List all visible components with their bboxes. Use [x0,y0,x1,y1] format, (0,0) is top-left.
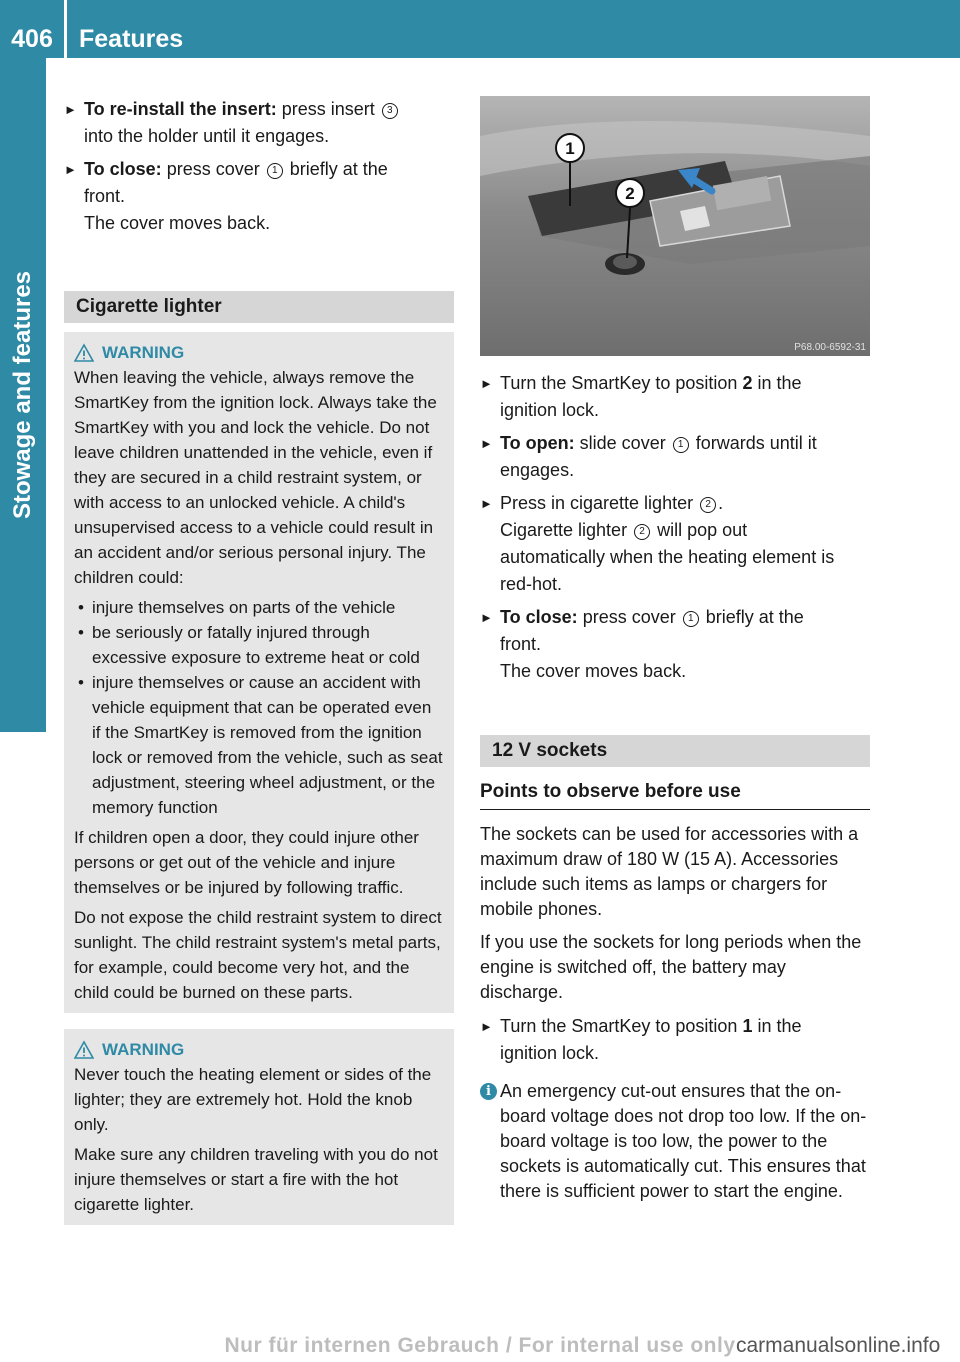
step-arrow-icon: ► [480,610,493,625]
warning-title: WARNING [74,340,444,365]
step-arrow-icon: ► [64,162,77,177]
warning-text: Never touch the heating element or sides of the lighter; they are extremely hot. Hold the knob only. [74,1065,432,1134]
step-arrow-icon: ► [480,436,493,451]
list-item: • injure themselves on parts of the vehicle [78,598,396,617]
step-arrow-icon: ► [64,102,77,117]
list-item: • be seriously or fatally injured through excessive exposure to extreme heat or cold [78,623,420,667]
figure-callout-2: 2 [625,184,635,203]
console-illustration [480,96,870,356]
body-paragraph: If you use the sockets for long periods when the engine is switched off, the battery may discharge. [480,932,862,1002]
callout-2-icon: 2 [634,524,650,540]
step-turn-key-2: ► Turn the SmartKey to position 2 in the ignition lock. [480,370,870,424]
list-item: • injure themselves or cause an accident with vehicle equipment that can be operated even if the SmartKey is removed from the ignition lock or removed from the vehicle, such as seat adjustment, steering wheel adjustment, or the memory function [78,673,443,817]
step-close-cover: ► To close: press cover 1 briefly at the front. The cover moves back. [64,156,454,237]
header-divider [64,0,67,58]
footer-watermark: Nur für internen Gebrauch / For internal use only [224,1334,736,1357]
callout-1-icon: 1 [683,611,699,627]
page-title: Features [79,25,184,53]
left-column [64,96,454,1225]
info-icon: i [480,1083,497,1100]
callout-1-icon: 1 [267,163,283,179]
figure-callout-1: 1 [565,139,575,158]
warning-box-1 [64,332,454,1013]
page-number: 406 [11,25,53,53]
figure-code: P68.00-6592-31 [794,342,866,353]
step-open-cover: ► To open: slide cover 1 forwards until it engages. [480,430,870,484]
side-tab-label: Stowage and features [9,270,36,520]
step-arrow-icon: ► [480,376,493,391]
warning-text: If children open a door, they could injure other persons or get out of the vehicle and injure themselves or be injured by following traffic. [74,828,419,897]
step-reinstall-insert: ► To re-install the insert: press insert 3 into the holder until it engages. [64,96,454,150]
step-close-cover-right: ► To close: press cover 1 briefly at the front. The cover moves back. [480,604,870,685]
callout-2-icon: 2 [700,497,716,513]
step-press-lighter: ► Press in cigarette lighter 2 . Cigarette lighter 2 will pop out automatically when the heating element is red-hot. [480,490,870,598]
warning-text: Do not expose the child restraint system to direct sunlight. The child restraint system's metal parts, for example, could become very hot, and the child could be burned on these parts. [74,908,442,1002]
body-paragraph: The sockets can be used for accessories with a maximum draw of 180 W (15 A). Accessories include such items as lamps or chargers for mobile phones. [480,824,859,919]
right-column [480,96,870,1204]
warning-triangle-icon [74,343,94,363]
step-arrow-icon: ► [480,1019,493,1034]
callout-3-icon: 3 [382,103,398,119]
warning-triangle-icon [74,1040,94,1060]
footer-site: carmanualsonline.info [736,1334,941,1357]
cigarette-lighter-figure [480,96,870,356]
section-12v-sockets: 12 V sockets [480,735,870,767]
subheading-points-to-observe: Points to observe before use [480,781,870,810]
side-tab[interactable] [0,58,46,732]
warning-title: WARNING [74,1037,444,1062]
info-note: i An emergency cut-out ensures that the on-board voltage does not drop too low. If the on-board voltage is too low, the power to the sockets is automatically cut. This ensures that there is sufficient power to start the engine. [480,1079,870,1204]
step-arrow-icon: ► [480,496,493,511]
callout-1-icon: 1 [673,437,689,453]
warning-text: When leaving the vehicle, always remove the SmartKey from the ignition lock. Always take the SmartKey with you and lock the vehicle. Do not leave children unattended in the vehicle, even if they are secured in a child restraint system, or with access to an unlocked vehicle. A child's unsupervised access to a vehicle could result in an accident and/or serious personal injury. The children could: [74,368,437,587]
warning-text: Make sure any children traveling with you do not injure themselves or start a fire with the hot cigarette lighter. [74,1145,438,1214]
warning-box-2 [64,1029,454,1225]
section-cigarette-lighter: Cigarette lighter [64,291,454,323]
step-turn-key-1: ► Turn the SmartKey to position 1 in the ignition lock. [480,1013,870,1067]
warning-bullets [74,595,444,820]
